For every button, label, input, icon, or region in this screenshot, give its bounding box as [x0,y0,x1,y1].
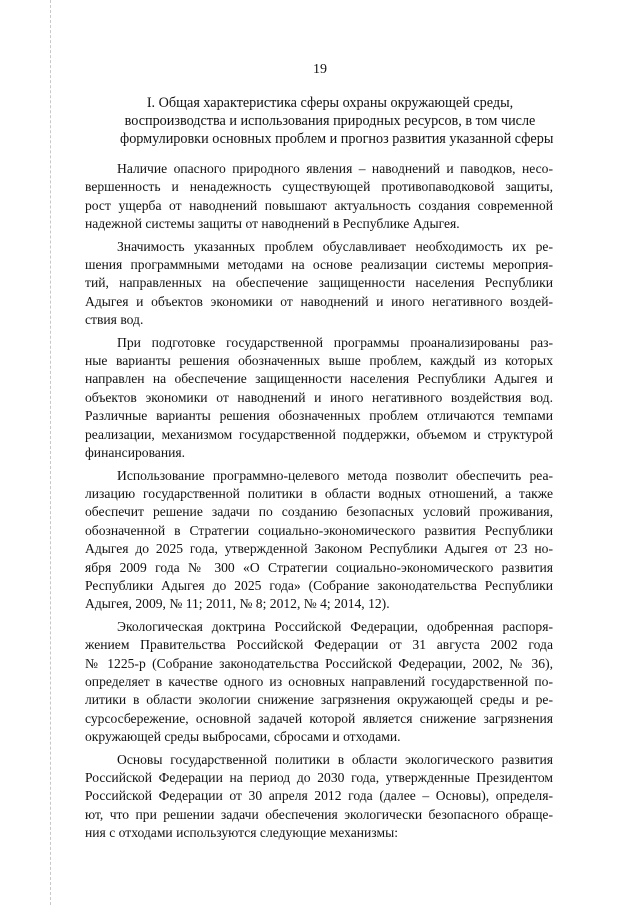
paragraph-line: Адыгея до 2025 года, утвержденной Законом Республики Адыгея от 23 но- [85,541,553,557]
paragraph-line: Республики Адыгея до 2025 года» (Собрание законодательства Республики [85,577,553,593]
paragraph-line: При подготовке государственной программы проанализированы раз- [117,334,553,350]
paragraph-line: Значимость указанных проблем обуславливает необходимость их ре- [117,238,553,254]
paragraph-line: Российской Федерации на период до 2030 года, утвержденные Президентом [85,770,553,785]
paragraph-line: финансирования. [85,445,186,461]
paragraph-line: ют, что при решении задачи обеспечения экологически безопасного обраще- [85,806,553,822]
paragraph-line: сурсосбережение, основной задачей которой является снижение загрязнения [85,710,553,726]
paragraph-line: обозначенной в Стратегии социально-экономического развития Республики [85,522,553,538]
paragraph-line: Различные варианты решения обозначенных проблем отличаются темпами [85,408,553,424]
paragraph-line: Российской Федерации от 30 апреля 2012 года (далее – Основы), определя- [85,788,553,804]
section-heading [120,94,554,148]
paragraph [85,160,553,234]
paragraph [85,618,553,747]
paragraph-line: объектов экономики от наводнений и иного негативного воздействия вод. [85,389,553,405]
heading-line: I. Общая характеристика сферы охраны окружающей среды, [146,95,514,111]
paragraph-line: лизацию государственной политики в области водных отношений, а также [85,485,553,501]
paragraph-line: шения программными методами на основе реализации системы мероприя- [85,257,553,273]
body-text [85,160,553,847]
paragraph-line: надежной системы защиты от наводнений в Республике Адыгея. [85,216,460,232]
paragraph [85,751,553,843]
paragraph-line: ния с отходами используются следующие механизмы: [85,825,398,841]
paragraph-line: ября 2009 года № 300 «О Стратегии социально-экономического развития [85,559,553,575]
paragraph-line: Адыгея и объектов экономики от наводнений и иного негативного воздей- [85,293,553,309]
paragraph-line: реализации, механизмом государственной поддержки, объемом и структурой [85,426,553,442]
paragraph-line: Использование программно-целевого метода позволит обеспечить реа- [117,467,553,483]
paragraph-line: Основы государственной политики в области экологического развития [117,751,553,767]
paragraph-line: тий, направленных на обеспечение защищенности населения Республики [85,275,553,291]
paragraph-line: ствия вод. [85,312,144,328]
paragraph-line: литики в области экологии снижение загрязнения окружающей среды и ре- [85,692,553,708]
paragraph [85,467,553,614]
heading-line: воспроизводства и использования природных ресурсов, в том числе [124,113,536,129]
paragraph [85,238,553,330]
paragraph-line: направлен на обеспечение защищенности населения Республики Адыгея и [85,371,553,387]
paragraph-line: определяет в качестве одного из основных направлений государственной по- [85,673,553,689]
paragraph-line: Наличие опасного природного явления – наводнений и паводков, несо- [117,161,553,176]
paragraph-line: ные варианты решения обозначенных выше проблем, каждый из которых [85,353,553,369]
paragraph [85,334,553,463]
paragraph-line: Адыгея, 2009, № 11; 2011, № 8; 2012, № 4; 2014, 12). [85,596,390,612]
heading-line: формулировки основных проблем и прогноз развития указанной сферы [120,131,554,147]
paragraph-line: окружающей среды выбросами, сбросами и отходами. [85,729,401,745]
paragraph-line: обеспечит решение задачи по созданию безопасных условий проживания, [85,504,553,520]
paragraph-line: рост ущерба от наводнений повышают актуальность создания современной [85,197,553,213]
page-number: 19 [313,62,327,77]
paragraph-line: Экологическая доктрина Российской Федерации, одобренная распоря- [117,618,553,634]
binding-line [50,0,51,905]
paragraph-line: жением Правительства Российской Федерации от 31 августа 2002 года [85,637,553,653]
paragraph-line: № 1225-р (Собрание законодательства Российской Федерации, 2002, № 36), [85,655,553,671]
paragraph-line: вершенность и ненадежность существующей противопаводковой защиты, [85,179,553,195]
